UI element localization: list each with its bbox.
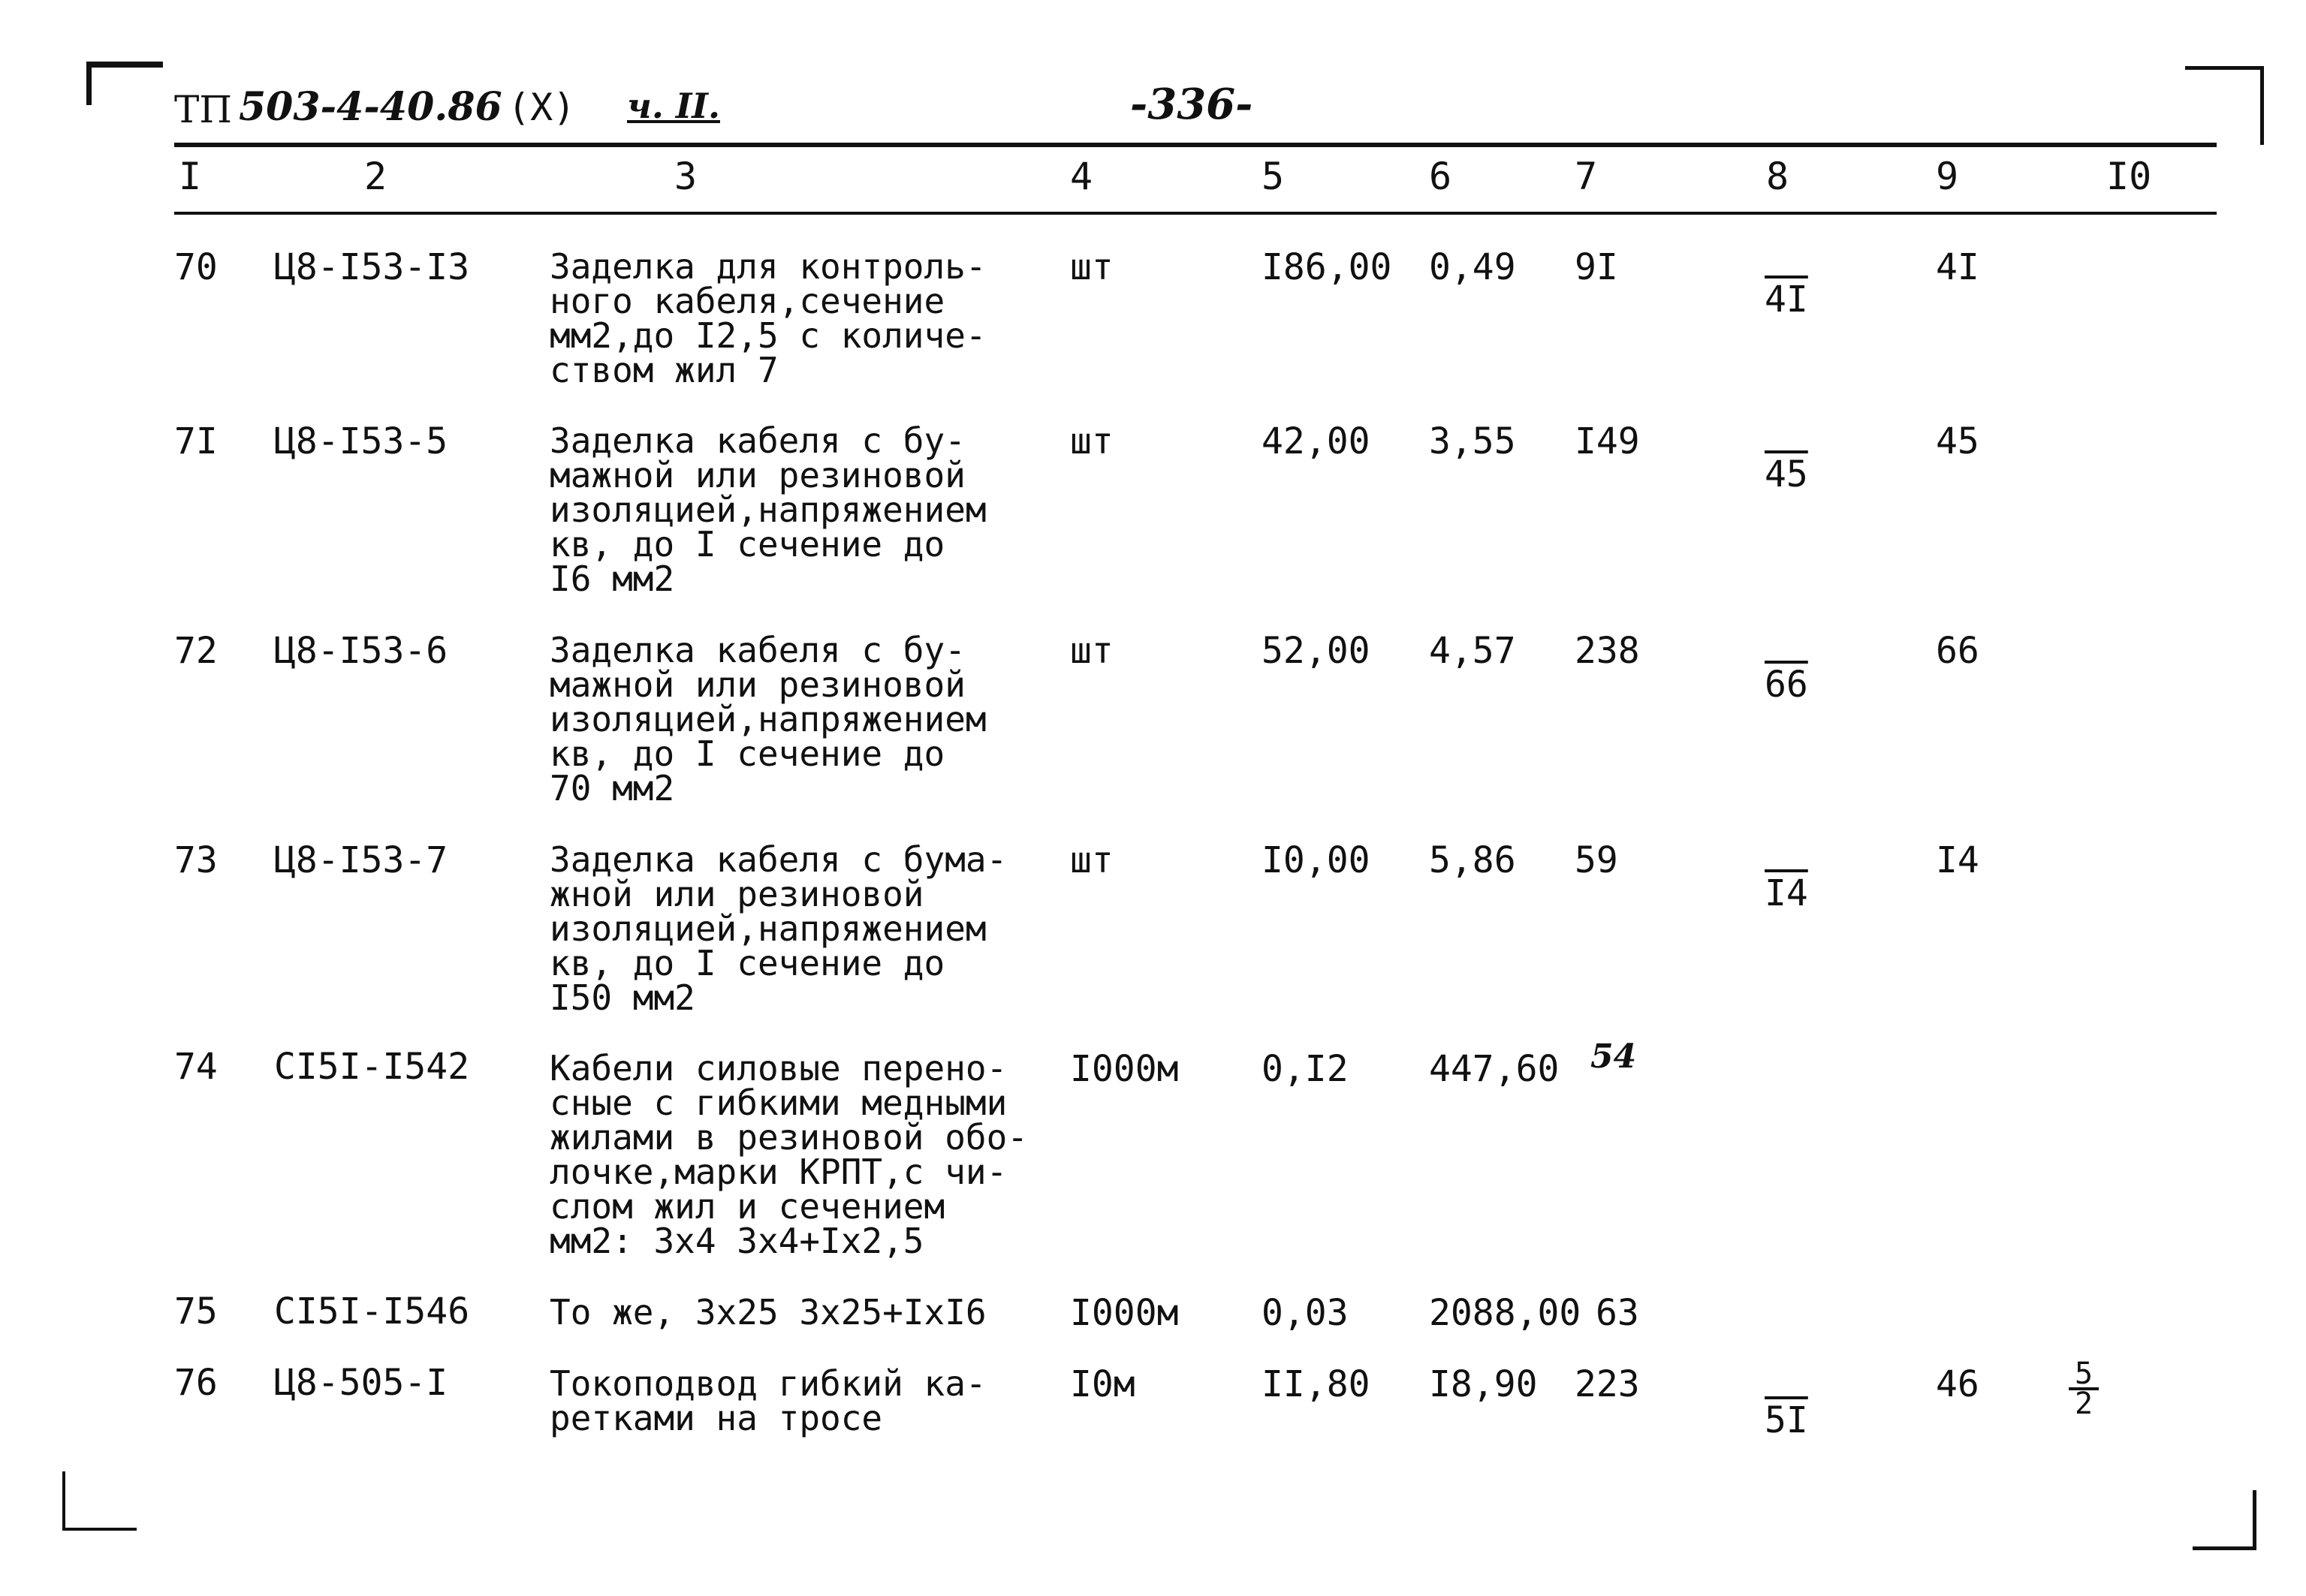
rate-code: Ц8-I53-I3 xyxy=(274,246,470,288)
quantity: 52,00 xyxy=(1262,630,1370,672)
unit-cost: 4,57 xyxy=(1429,630,1516,672)
item-description-line: I50 мм2 xyxy=(550,977,695,1018)
column-header-10: I0 xyxy=(2106,155,2152,198)
fraction-numerator: 5 xyxy=(2069,1360,2099,1390)
column-header-7: 7 xyxy=(1575,155,1598,198)
wage-total: I4 xyxy=(1936,839,1979,881)
item-description-line: Заделка для контроль- xyxy=(550,246,987,287)
item-description-line: Кабели силовые перено- xyxy=(550,1048,1008,1089)
quantity: I0,00 xyxy=(1262,839,1370,881)
row-number: 72 xyxy=(174,630,218,672)
row-number: 76 xyxy=(174,1362,218,1404)
rate-code: Ц8-I53-5 xyxy=(274,420,448,462)
rate-code: Ц8-I53-7 xyxy=(274,839,448,881)
corner-mark-top-left xyxy=(86,62,163,105)
unit: шт xyxy=(1070,839,1114,881)
wage-total: 4I xyxy=(1936,246,1979,288)
wage-value: 4I xyxy=(1765,279,1808,321)
item-description-line: лочке,марки КРПТ,с чи- xyxy=(550,1152,1008,1192)
column-header-2: 2 xyxy=(364,155,387,198)
quantity: 0,03 xyxy=(1262,1292,1349,1334)
row-number: 74 xyxy=(174,1046,218,1088)
rate-code: Ц8-I53-6 xyxy=(274,630,448,672)
item-description-line: мм2: 3х4 3х4+Iх2,5 xyxy=(550,1221,924,1261)
total-cost: 63 xyxy=(1596,1292,1639,1334)
item-description-line: Заделка кабеля с бума- xyxy=(550,839,1008,880)
column-header-6: 6 xyxy=(1429,155,1452,198)
document-section: (Х) xyxy=(508,86,576,129)
item-description-line: I6 мм2 xyxy=(550,559,675,599)
rate-code: СI5I-I546 xyxy=(274,1290,470,1333)
unit-cost: 447,60 xyxy=(1429,1048,1560,1090)
rate-code: Ц8-505-I xyxy=(274,1362,448,1404)
quantity: 0,I2 xyxy=(1262,1048,1349,1090)
item-description-line: слом жил и сечением xyxy=(550,1186,945,1227)
item-description-line: кв, до I сечение до xyxy=(550,733,945,774)
unit: I000м xyxy=(1070,1292,1179,1334)
wage-total: 66 xyxy=(1936,630,1979,672)
quantity: 42,00 xyxy=(1262,420,1370,462)
total-cost: 9I xyxy=(1575,246,1618,288)
column-header-5: 5 xyxy=(1262,155,1285,198)
total-cost: I49 xyxy=(1575,420,1640,462)
total-cost: 59 xyxy=(1575,839,1618,881)
item-description-line: Токоподвод гибкий ка- xyxy=(550,1363,987,1404)
unit: шт xyxy=(1070,420,1114,462)
item-description-line: изоляцией,напряжением xyxy=(550,489,987,530)
corner-mark-bottom-left xyxy=(62,1471,137,1531)
item-description-line: мажной или резиновой xyxy=(550,455,966,495)
total-cost-handwritten: 54 xyxy=(1590,1037,1637,1076)
item-description-line: кв, до I сечение до xyxy=(550,524,945,565)
document-code-prefix: ТП xyxy=(174,88,232,131)
item-description-line: То же, 3х25 3х25+IхI6 xyxy=(550,1292,987,1333)
column-header-1: I xyxy=(179,155,202,198)
table-header-rule xyxy=(174,212,2217,215)
item-description-line: мажной или резиновой xyxy=(550,664,966,705)
column-header-3: 3 xyxy=(674,155,698,198)
unit-cost: 2088,00 xyxy=(1429,1292,1581,1334)
unit: I000м xyxy=(1070,1048,1179,1090)
wage-total: 45 xyxy=(1936,420,1979,462)
item-description-line: кв, до I сечение до xyxy=(550,943,945,983)
quantity: I86,00 xyxy=(1262,246,1392,288)
wage-value: 5I xyxy=(1765,1399,1808,1441)
quantity: II,80 xyxy=(1262,1363,1370,1405)
item-description-line: Заделка кабеля с бу- xyxy=(550,420,966,461)
unit-cost: I8,90 xyxy=(1429,1363,1538,1405)
unit-cost: 0,49 xyxy=(1429,246,1516,288)
unit-cost: 5,86 xyxy=(1429,839,1516,881)
item-description-line: сные с гибкими медными xyxy=(550,1083,1008,1123)
row-number: 73 xyxy=(174,839,218,881)
fraction-denominator: 2 xyxy=(2074,1387,2093,1421)
column-header-4: 4 xyxy=(1070,155,1093,198)
row-number: 75 xyxy=(174,1290,218,1333)
corner-mark-top-right xyxy=(2185,66,2264,145)
table-top-rule xyxy=(174,143,2217,147)
column-10-fraction xyxy=(2069,1357,2099,1421)
document-part: ч. II. xyxy=(627,86,720,126)
item-description-line: ного кабеля,сечение xyxy=(550,281,945,321)
document-code: 503-4-40.86 xyxy=(239,84,502,130)
total-cost: 238 xyxy=(1575,630,1640,672)
item-description-line: изоляцией,напряжением xyxy=(550,699,987,739)
page-number: -336- xyxy=(1130,80,1253,129)
unit-cost: 3,55 xyxy=(1429,420,1516,462)
item-description-line: ством жил 7 xyxy=(550,350,779,390)
wage-value: 45 xyxy=(1765,453,1808,495)
item-description-line: ретками на тросе xyxy=(550,1398,883,1438)
wage-value: 66 xyxy=(1765,664,1808,706)
column-header-8: 8 xyxy=(1766,155,1789,198)
item-description-line: Заделка кабеля с бу- xyxy=(550,630,966,670)
item-description-line: изоляцией,напряжением xyxy=(550,908,987,949)
item-description-line: 70 мм2 xyxy=(550,768,675,809)
unit: шт xyxy=(1070,630,1114,672)
item-description-line: жилами в резиновой обо- xyxy=(550,1117,1028,1158)
column-header-9: 9 xyxy=(1936,155,1959,198)
unit: I0м xyxy=(1070,1363,1135,1405)
total-cost: 223 xyxy=(1575,1363,1640,1405)
row-number: 70 xyxy=(174,246,218,288)
wage-value: I4 xyxy=(1765,872,1808,914)
rate-code: СI5I-I542 xyxy=(274,1046,470,1088)
row-number: 7I xyxy=(174,420,218,462)
item-description-line: мм2,до I2,5 с количе- xyxy=(550,315,987,356)
unit: шт xyxy=(1070,246,1114,288)
wage-total: 46 xyxy=(1936,1363,1979,1405)
corner-mark-bottom-right xyxy=(2193,1490,2256,1550)
item-description-line: жной или резиновой xyxy=(550,874,924,914)
